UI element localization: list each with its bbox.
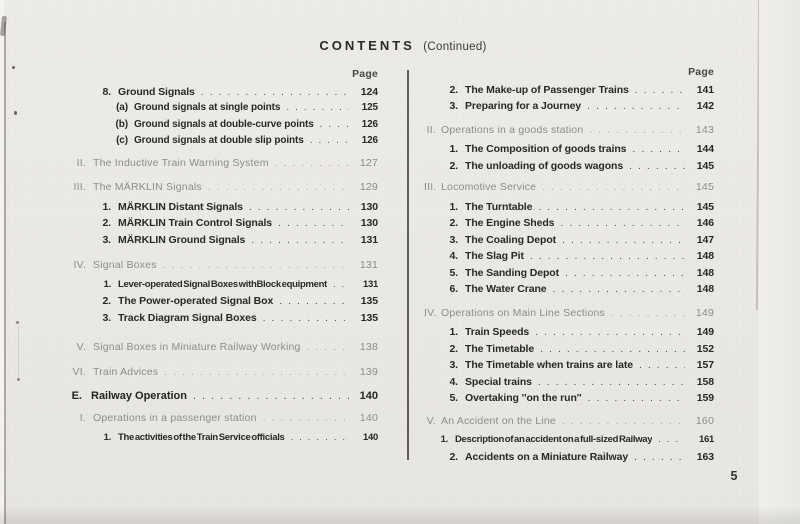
- toc-entry-label: The Slag Pit: [465, 250, 524, 262]
- dot-leader: [562, 413, 685, 429]
- toc-groups-right: [424, 82, 714, 466]
- dot-leader: [208, 179, 349, 195]
- toc-entry-number: (a): [116, 102, 128, 113]
- toc-entry-page: 129: [359, 181, 378, 193]
- toc-row: [424, 82, 714, 99]
- dot-leader: [639, 357, 685, 373]
- toc-entry-number: 4.: [449, 250, 458, 262]
- toc-entry-page: 140: [359, 390, 378, 402]
- toc-entry-label: Operations in a passenger station: [93, 411, 257, 424]
- toc-entry-number: 2.: [449, 217, 458, 229]
- toc-entry-number: 2.: [449, 159, 458, 172]
- dot-leader: [629, 158, 685, 174]
- toc-entry-label: Operations in a goods station: [441, 123, 584, 136]
- toc-row: [424, 390, 714, 407]
- toc-group: [66, 430, 378, 447]
- dot-leader: [193, 388, 349, 404]
- toc-entry-number: 1.: [103, 432, 111, 443]
- ink-speck: [14, 111, 17, 115]
- toc-entry-page: 139: [359, 365, 378, 378]
- toc-entry-number: 3.: [102, 311, 111, 324]
- toc-entry-page: 149: [696, 326, 714, 338]
- dot-leader: [535, 324, 685, 340]
- dot-leader: [333, 277, 349, 293]
- toc-entry-number: 2.: [449, 342, 458, 355]
- ink-speck: [12, 66, 15, 69]
- dot-leader: [634, 449, 685, 465]
- toc-group: [424, 179, 714, 298]
- paper-crease: [18, 326, 19, 378]
- dot-leader: [587, 98, 685, 114]
- dot-leader: [251, 232, 349, 248]
- dot-leader: [163, 257, 349, 273]
- toc-column-left: [66, 66, 378, 447]
- toc-row: [424, 281, 714, 298]
- toc-entry-page: 145: [695, 181, 714, 193]
- dot-leader: [589, 122, 685, 138]
- toc-entry-number: (c): [116, 135, 128, 146]
- toc-row: [424, 449, 714, 466]
- toc-entry-number: 6.: [449, 283, 458, 295]
- toc-entry-page: 144: [696, 143, 714, 155]
- toc-group: [66, 179, 378, 248]
- dot-leader: [201, 84, 349, 100]
- toc-entry-label: Train Speeds: [465, 326, 530, 338]
- toc-row: [424, 199, 714, 216]
- toc-entry-page: 131: [360, 233, 378, 246]
- dot-leader: [632, 141, 685, 157]
- toc-row: [66, 199, 378, 216]
- toc-row: [424, 122, 714, 139]
- toc-row: [424, 413, 714, 430]
- toc-group: [66, 364, 378, 381]
- toc-entry-page: 138: [359, 341, 378, 353]
- toc-entry-page: 148: [696, 266, 714, 279]
- toc-row: [424, 141, 714, 158]
- toc-entry-page: 145: [696, 200, 714, 213]
- toc-entry-number: III.: [73, 181, 86, 193]
- toc-group: [66, 339, 378, 356]
- page-column-header: [66, 66, 378, 83]
- dot-leader: [540, 341, 685, 357]
- toc-row: [66, 293, 378, 310]
- toc-entry-label: The Timetable when trains are late: [465, 359, 633, 371]
- dot-leader: [279, 293, 349, 309]
- dot-leader: [542, 179, 685, 195]
- toc-entry-page: 142: [696, 100, 714, 112]
- dot-leader: [263, 310, 349, 326]
- paper-left-edge: [4, 22, 6, 524]
- toc-entry-number: 1.: [449, 143, 458, 155]
- toc-row: [66, 410, 378, 427]
- toc-entry-page: 148: [696, 283, 714, 295]
- toc-entry-number: 3.: [449, 100, 458, 112]
- toc-row: [66, 100, 378, 117]
- toc-entry-page: 140: [363, 432, 378, 443]
- toc-entry-page: 160: [695, 414, 714, 427]
- toc-row: [424, 305, 714, 322]
- dot-leader: [611, 305, 685, 321]
- dot-leader: [562, 232, 685, 248]
- contents-title-main: CONTENTS: [319, 38, 415, 53]
- dot-leader: [278, 215, 349, 231]
- toc-row: [66, 388, 378, 405]
- toc-row: [66, 364, 378, 381]
- toc-entry-label: Preparing for a Journey: [465, 100, 582, 112]
- toc-entry-label: Ground signals at double slip points: [134, 135, 304, 146]
- toc-entry-label: The Water Crane: [465, 283, 547, 295]
- toc-entry-label: MÄRKLIN Ground Signals: [118, 233, 246, 246]
- toc-entry-label: The Engine Sheds: [465, 217, 555, 229]
- toc-group: [66, 155, 378, 172]
- dot-leader: [320, 117, 349, 133]
- toc-entry-label: The Turntable: [465, 200, 533, 213]
- dot-leader: [658, 432, 685, 448]
- toc-row: [66, 133, 378, 150]
- toc-entry-number: 1.: [103, 278, 111, 290]
- toc-column-right: [424, 64, 714, 465]
- toc-entry-page: 124: [360, 85, 378, 98]
- ink-speck: [16, 321, 19, 324]
- toc-entry-number: 3.: [449, 359, 458, 371]
- dot-leader: [307, 339, 349, 355]
- dot-leader: [538, 199, 685, 215]
- toc-entry-page: 125: [361, 102, 378, 113]
- toc-entry-label: Lever-operated Signal Boxes withBlock equipment: [118, 278, 328, 290]
- toc-entry-page: 161: [699, 434, 714, 445]
- toc-entry-number: 2.: [102, 217, 111, 229]
- toc-entry-number: IV.: [424, 306, 437, 319]
- toc-row: [66, 430, 378, 447]
- toc-row: [424, 179, 714, 196]
- toc-group: [66, 410, 378, 427]
- toc-entry-number: 8.: [102, 85, 111, 98]
- toc-entry-page: 141: [696, 83, 714, 96]
- scan-right-margin: [759, 0, 800, 524]
- toc-entry-label: Overtaking ''on the run'': [465, 392, 582, 404]
- toc-entry-label: Operations on Main Line Sections: [441, 306, 605, 319]
- toc-entry-label: Track Diagram Signal Boxes: [118, 311, 257, 324]
- toc-row: [424, 158, 714, 175]
- toc-entry-page: 147: [696, 233, 714, 246]
- toc-entry-page: 148: [696, 250, 714, 262]
- toc-entry-page: 127: [359, 156, 378, 169]
- toc-entry-page: 131: [359, 259, 378, 271]
- toc-entry-number: II.: [76, 156, 86, 169]
- ink-speck: [17, 378, 20, 381]
- toc-row: [424, 357, 714, 374]
- toc-group: [424, 413, 714, 466]
- toc-entry-number: I.: [79, 411, 86, 424]
- toc-entry-number: 2.: [449, 450, 458, 463]
- toc-entry-number: 1.: [440, 434, 448, 445]
- toc-entry-label: MÄRKLIN Train Control Signals: [118, 217, 273, 229]
- dot-leader: [538, 374, 685, 390]
- toc-entry-label: The MÄRKLIN Signals: [93, 181, 202, 193]
- dot-leader: [275, 155, 349, 171]
- toc-entry-number: 5.: [449, 266, 458, 279]
- toc-row: [66, 179, 378, 196]
- toc-entry-page: 152: [696, 342, 714, 355]
- toc-row: [66, 277, 378, 294]
- toc-row: [66, 339, 378, 356]
- contents-title: [3, 37, 800, 55]
- toc-entry-page: 146: [696, 217, 714, 229]
- toc-entry-page: 143: [695, 123, 714, 136]
- toc-entry-label: The unloading of goods wagons: [465, 159, 624, 172]
- toc-entry-page: 126: [361, 135, 378, 146]
- toc-entry-label: The Make-up of Passenger Trains: [465, 83, 629, 96]
- toc-entry-page: 163: [696, 450, 714, 463]
- toc-entry-label: Railway Operation: [91, 390, 187, 402]
- toc-entry-page: 130: [360, 200, 378, 213]
- toc-entry-label: Ground signals at double-curve points: [134, 118, 314, 130]
- page-column-header-label: Page: [352, 68, 378, 80]
- dot-leader: [560, 215, 685, 231]
- toc-row: [424, 98, 714, 115]
- toc-entry-label: Train Advices: [93, 365, 159, 378]
- dot-leader: [291, 430, 349, 446]
- toc-entry-label: Special trains: [465, 375, 532, 388]
- toc-group: [424, 305, 714, 407]
- toc-entry-number: V.: [426, 414, 436, 427]
- toc-row: [66, 117, 378, 134]
- toc-entry-number: 3.: [449, 233, 458, 246]
- toc-entry-label: The activities of the Train Service officials: [118, 432, 285, 443]
- toc-row: [424, 341, 714, 358]
- toc-row: [424, 265, 714, 282]
- toc-entry-number: E.: [71, 390, 82, 402]
- dot-leader: [588, 390, 685, 406]
- dot-leader: [164, 364, 349, 380]
- toc-entry-label: The Coaling Depot: [465, 233, 557, 246]
- column-divider: [407, 70, 409, 460]
- toc-entry-label: Ground signals at single points: [134, 102, 281, 113]
- toc-entry-label: Ground Signals: [118, 85, 195, 98]
- toc-entry-label: The Sanding Depot: [465, 266, 559, 279]
- toc-entry-page: 135: [360, 311, 378, 324]
- toc-group: [66, 257, 378, 326]
- toc-entry-number: III.: [424, 181, 437, 193]
- toc-entry-number: VI.: [72, 365, 86, 378]
- toc-entry-number: IV.: [73, 259, 86, 271]
- toc-group: [66, 84, 378, 150]
- toc-entry-number: (b): [115, 118, 128, 130]
- toc-entry-number: 2.: [449, 83, 458, 96]
- toc-entry-page: 149: [695, 306, 714, 319]
- toc-entry-page: 158: [696, 375, 714, 388]
- toc-entry-page: 131: [363, 278, 378, 290]
- toc-row: [66, 155, 378, 172]
- toc-entry-page: 130: [360, 217, 378, 229]
- page-number: 5: [730, 469, 738, 483]
- toc-entry-number: V.: [76, 341, 86, 353]
- toc-entry-page: 159: [696, 392, 714, 404]
- toc-entry-label: MÄRKLIN Distant Signals: [118, 200, 243, 213]
- scan-bottom-shadow: [0, 506, 800, 524]
- dot-leader: [635, 82, 685, 98]
- toc-entry-number: 3.: [102, 233, 111, 246]
- toc-entry-page: 140: [359, 411, 378, 424]
- toc-group: [424, 82, 714, 115]
- dot-leader: [565, 265, 685, 281]
- toc-entry-number: 1.: [449, 200, 458, 213]
- toc-entry-number: 2.: [102, 295, 111, 307]
- toc-row: [66, 310, 378, 327]
- toc-entry-page: 126: [361, 118, 378, 130]
- toc-entry-label: Locomotive Service: [441, 181, 537, 193]
- toc-entry-label: Accidents on a Miniature Railway: [465, 450, 629, 463]
- toc-entry-number: 1.: [449, 326, 458, 338]
- toc-row: [66, 215, 378, 232]
- dot-leader: [249, 199, 349, 215]
- toc-entry-label: Signal Boxes in Miniature Railway Working: [93, 341, 301, 353]
- toc-entry-label: Description of an accident on a full-sized Railway: [455, 434, 653, 445]
- toc-entry-label: An Accident on the Line: [441, 414, 556, 427]
- toc-entry-label: The Inductive Train Warning System: [93, 156, 269, 169]
- toc-row: [66, 84, 378, 101]
- dot-leader: [530, 248, 685, 264]
- toc-entry-number: 1.: [102, 200, 111, 213]
- dot-leader: [553, 281, 685, 297]
- toc-row: [66, 257, 378, 274]
- page-column-header: [424, 64, 714, 81]
- page-column-header-label: Page: [688, 66, 714, 78]
- toc-entry-label: The Power-operated Signal Box: [118, 295, 274, 307]
- toc-row: [424, 248, 714, 265]
- toc-entry-page: 135: [360, 295, 378, 307]
- dot-leader: [310, 133, 349, 149]
- toc-entry-label: Signal Boxes: [93, 259, 157, 271]
- toc-groups-left: [66, 84, 378, 447]
- toc-row: [424, 432, 714, 449]
- toc-entry-label: The Composition of goods trains: [465, 143, 627, 155]
- toc-row: [424, 374, 714, 391]
- toc-entry-page: 145: [696, 159, 714, 172]
- dot-leader: [263, 410, 349, 426]
- toc-entry-number: 4.: [449, 375, 458, 388]
- toc-row: [66, 232, 378, 249]
- toc-entry-number: II.: [426, 123, 436, 136]
- toc-entry-number: 5.: [449, 392, 458, 404]
- toc-row: [424, 215, 714, 232]
- toc-group: [424, 122, 714, 175]
- dot-leader: [286, 100, 349, 116]
- toc-entry-label: The Timetable: [465, 342, 535, 355]
- toc-entry-page: 157: [696, 359, 714, 371]
- contents-title-continued: (Continued): [423, 41, 487, 53]
- toc-group: [66, 388, 378, 405]
- toc-row: [424, 324, 714, 341]
- toc-row: [424, 232, 714, 249]
